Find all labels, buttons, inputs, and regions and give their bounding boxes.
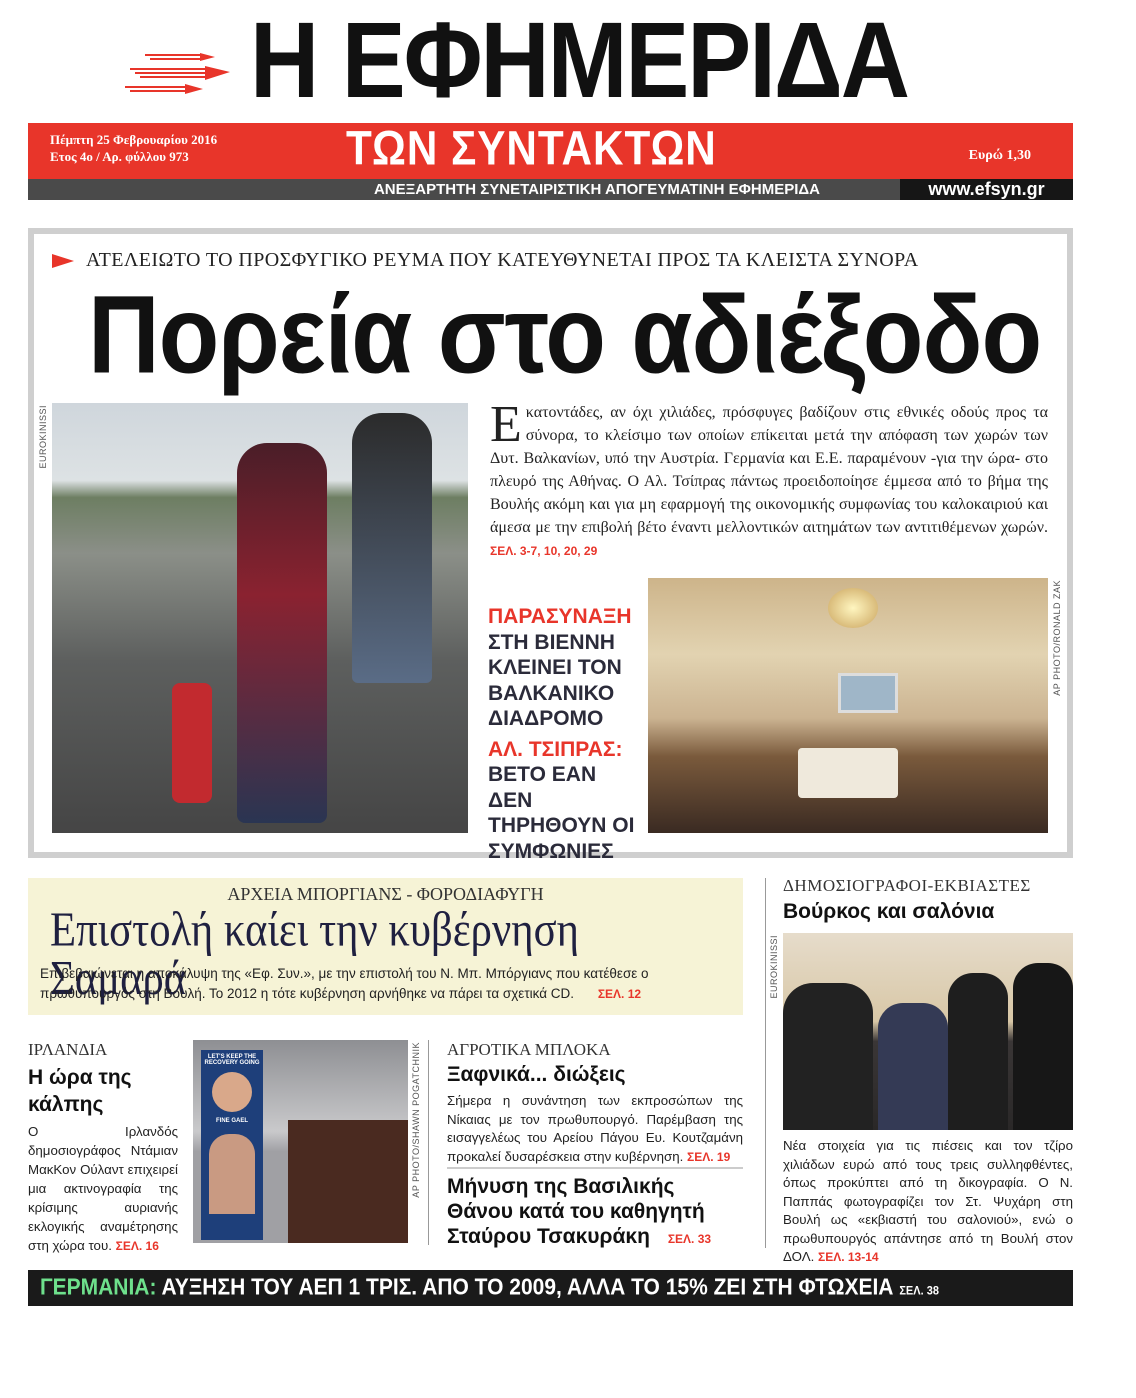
farmers-body bbox=[447, 1092, 743, 1166]
ireland-kicker: ΙΡΛΑΝΔΙΑ bbox=[28, 1040, 108, 1059]
ireland-photo-credit: AP PHOTO/SHAWN POGATCHNIK bbox=[411, 1042, 421, 1198]
website-text[interactable]: www.efsyn.gr bbox=[928, 179, 1045, 199]
lead-kicker: ΑΤΕΛΕΙΩΤΟ ΤΟ ΠΡΟΣΦΥΓΙΚΟ ΡΕΥΜΑ ΠΟΥ ΚΑΤΕΥΘΥΝΕΤΑΙ ΠΡΟΣ ΤΑ ΚΛΕΙΣΤΑ ΣΥΝΟΡΑ bbox=[86, 249, 919, 271]
footer-headline bbox=[40, 1270, 939, 1306]
lead-body bbox=[490, 396, 1048, 563]
footer-label: ΓΕΡΜΑΝΙΑ: bbox=[40, 1274, 157, 1300]
borgians-body-text: Επιβεβαιώνεται η αποκάλυψη της «Εφ. Συν.», με την επιστολή του Ν. Μπ. Μπόργιανς που κατέθεσε ο πρωθυπουργός στη Βουλή. Το 2012 η τότε κυβέρνηση αρνήθηκε να πάρει τα σχετικά CD. bbox=[40, 966, 649, 1001]
masthead-subtitle: ΤΩΝ ΣΥΝΤΑΚΤΩΝ bbox=[346, 121, 717, 176]
refugees-photo bbox=[52, 403, 468, 833]
masthead-red-bar bbox=[28, 123, 1073, 179]
arrest-photo bbox=[783, 933, 1073, 1130]
column-divider bbox=[765, 878, 766, 1248]
masthead-title: Η ΕΦΗΜΕΡΙΔΑ bbox=[250, 0, 908, 120]
farmers-kicker: ΑΓΡΟΤΙΚΑ ΜΠΛΟΚΑ bbox=[447, 1040, 611, 1059]
ireland-photo bbox=[193, 1040, 408, 1243]
vienna-photo-credit: AP PHOTO/RONALD ZAK bbox=[1052, 580, 1062, 696]
lead-headline: Πορεία στο αδιέξοδο bbox=[88, 274, 1042, 397]
election-poster bbox=[201, 1050, 263, 1240]
side2-text: ΒΕΤΟ ΕΑΝ ΔΕΝ ΤΗΡΗΘΟΥΝ ΟΙ ΣΥΜΦΩΝΙΕΣ bbox=[488, 763, 635, 863]
journalists-body bbox=[783, 1137, 1073, 1267]
lead-pages: ΣΕΛ. 3-7, 10, 20, 29 bbox=[490, 544, 598, 558]
issue-number: Ετος 4ο / Αρ. φύλλου 973 bbox=[50, 149, 189, 164]
footer-bar bbox=[28, 1270, 1073, 1306]
divider-line bbox=[447, 1167, 743, 1169]
side1-text: ΣΤΗ ΒΙΕΝΝΗ ΚΛΕΙΝΕΙ ΤΟΝ ΒΑΛΚΑΝΙΚΟ ΔΙΑΔΡΟΜΟ bbox=[488, 630, 622, 730]
kicker-arrow-icon bbox=[52, 254, 74, 268]
website-link[interactable] bbox=[900, 179, 1073, 200]
price: Ευρώ 1,30 bbox=[968, 148, 1031, 163]
lead-body-text: κατοντάδες, αν όχι χιλιάδες, πρόσφυγες βαδίζουν στις εθνικές οδούς προς τα σύνορα, το κλείσιμο των οποίων επίκειται μετά την απόφαση των χωρών των Δυτ. Βαλκανίων, υπό την Αυστρία. Γερμανία και Ε.Ε. παραμένουν -για την ώρα- στο πλευρό της Αθήνας. Ο Αλ. Τσίπρας πάντως προειδοποίησε έμμεσα από το βήμα της Βουλής ακόμη και για μη εφαρμογή της οικονομικής συμφωνίας του καλοκαιριού και άμεσα με την επιβολή βέτο έναντι μελλοντικών αιτημάτων των αντιτιθέμενων χωρών. bbox=[490, 404, 1048, 536]
borgians-headline: Επιστολή καίει την κυβέρνηση Σαμαρά bbox=[50, 902, 579, 1005]
ireland-headline: Η ώρα της κάλπης bbox=[28, 1066, 132, 1116]
lawsuit-pages: ΣΕΛ. 33 bbox=[667, 1232, 712, 1246]
footer-pages: ΣΕΛ. 38 bbox=[899, 1284, 939, 1298]
vienna-meeting-photo bbox=[648, 578, 1048, 833]
pens-logo-icon bbox=[125, 50, 235, 100]
issue-date: Πέμπτη 25 Φεβρουαρίου 2016 bbox=[50, 132, 218, 147]
journalists-body-text: Νέα στοιχεία για τις πιέσεις και τον τζίρο χιλιάδων ευρώ από τους τρεις συλληφθέντες, όπως προκύπτει από τη δικογραφία. Ο Ν. Παππάς φωτογραφίζει τον Στ. Ψυχάρη στη Βουλή ως «εκβιαστή του σαλονιού», ενώ ο πρωθυπουργός απάντησε από τη Βουλή στον ΔΟΛ. bbox=[783, 1138, 1073, 1264]
borgians-body bbox=[40, 964, 740, 1004]
column-divider-2 bbox=[428, 1040, 429, 1245]
ireland-pages: ΣΕΛ. 16 bbox=[115, 1239, 159, 1253]
side2-red: ΑΛ. ΤΣΙΠΡΑΣ: bbox=[488, 737, 623, 761]
arrest-photo-credit: EUROKINISSI bbox=[769, 935, 779, 999]
footer-text: ΑΥΞΗΣΗ ΤΟΥ ΑΕΠ 1 ΤΡΙΣ. ΑΠΟ ΤΟ 2009, ΑΛΛΑ ΤΟ 15% ΖΕΙ ΣΤΗ ΦΤΩΧΕΙΑ bbox=[161, 1274, 894, 1300]
journalists-kicker: ΔΗΜΟΣΙΟΓΡΑΦΟΙ-ΕΚΒΙΑΣΤΕΣ bbox=[783, 876, 1031, 895]
ireland-body-text: Ο Ιρλανδός δημοσιογράφος Ντάμιαν ΜακΚον Ούλαντ επιχειρεί μια ακτινογραφία της κρίσιμης αυριανής εκλογικής αναμέτρησης στη χώρα του. bbox=[28, 1124, 178, 1253]
borgians-box bbox=[28, 878, 743, 1015]
borgians-kicker: ΑΡΧΕΙΑ ΜΠΟΡΓΙΑΝΣ - ΦΟΡΟΔΙΑΦΥΓΗ bbox=[227, 884, 544, 904]
lead-side-headlines bbox=[488, 604, 638, 864]
side1-red: ΠΑΡΑΣΥΝΑΞΗ bbox=[488, 605, 632, 628]
tagline-bar bbox=[28, 179, 900, 200]
borgians-pages: ΣΕΛ. 12 bbox=[597, 987, 642, 1001]
lawsuit-headline-text: Μήνυση της Βασιλικής Θάνου κατά του καθηγητή Σταύρου Τσακυράκη bbox=[447, 1175, 705, 1248]
journalists-pages: ΣΕΛ. 13-14 bbox=[818, 1250, 879, 1264]
poster-slogan: LET'S KEEP THE RECOVERY GOING bbox=[204, 1054, 260, 1066]
poster-party: FINE GAEL bbox=[215, 1118, 248, 1124]
farmers-body-text: Σήμερα η συνάντηση των εκπροσώπων της Νίκαιας με τον πρωθυπουργό. Παρέμβαση της εισαγγελέως του Αρείου Πάγου Ευ. Κουτζαμάνη προκαλεί δυσαρέσκεια στην κυβέρνηση. bbox=[447, 1093, 743, 1164]
journalists-headline: Βούρκος και σαλόνια bbox=[783, 900, 995, 923]
farmers-pages: ΣΕΛ. 19 bbox=[687, 1149, 731, 1164]
dropcap: Ε bbox=[490, 396, 522, 453]
tagline: ΑΝΕΞΑΡΤΗΤΗ ΣΥΝΕΤΑΙΡΙΣΤΙΚΗ ΑΠΟΓΕΥΜΑΤΙΝΗ ΕΦΗΜΕΡΙΔΑ bbox=[373, 181, 820, 198]
ireland-body bbox=[28, 1122, 178, 1256]
farmers-headline: Ξαφνικά... διώξεις bbox=[447, 1063, 626, 1086]
lawsuit-headline bbox=[447, 1174, 743, 1252]
lead-photo-credit: EUROKINISSI bbox=[38, 405, 48, 469]
